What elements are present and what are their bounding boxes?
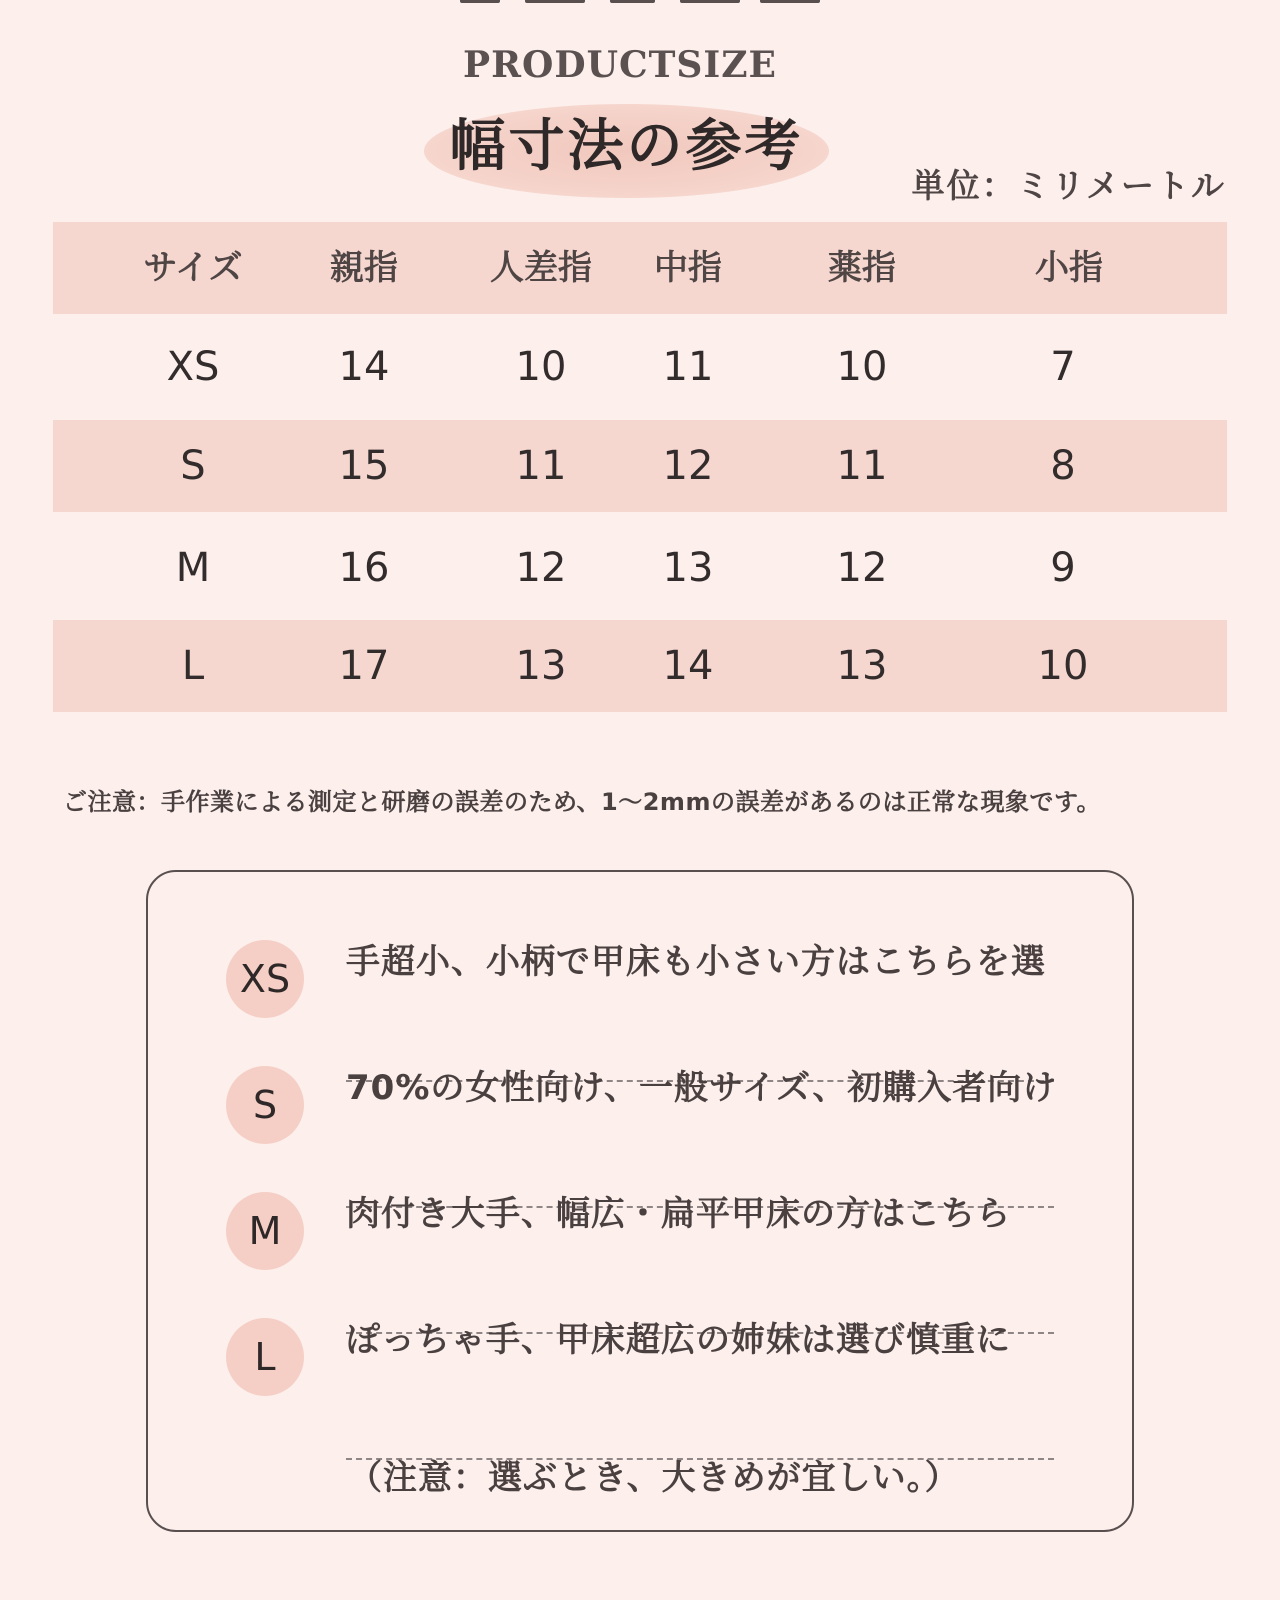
column-header-index: 人差指	[490, 248, 592, 288]
size-badge-m: M	[226, 1192, 304, 1270]
size-cell: M	[175, 545, 211, 591]
size-description-xs: 手超小、小柄で甲床も小さい方はこちらを選	[346, 942, 1046, 982]
index-cell: 13	[515, 643, 567, 689]
pinky-cell: 8	[1050, 443, 1076, 489]
size-cell: XS	[166, 344, 220, 390]
page-title: 幅寸法の参考	[449, 114, 804, 179]
column-header-middle: 中指	[654, 248, 722, 288]
cropped-top-text	[450, 0, 840, 6]
size-guide-item-s	[148, 1066, 1136, 1166]
thumb-cell: 14	[338, 344, 390, 390]
size-selection-note: （注意：選ぶとき、大きめが宜しい。）	[348, 1458, 960, 1498]
size-guide-panel	[146, 870, 1134, 1532]
index-cell: 11	[515, 443, 567, 489]
size-badge-xs: XS	[226, 940, 304, 1018]
measurement-note: ご注意：手作業による測定と研磨の誤差のため、1〜2mmの誤差があるのは正常な現象です。	[63, 788, 1102, 816]
thumb-cell: 16	[338, 545, 390, 591]
table-row	[53, 522, 1227, 614]
ring-cell: 13	[836, 643, 888, 689]
pinky-cell: 10	[1037, 643, 1089, 689]
column-header-ring: 薬指	[828, 248, 896, 288]
middle-cell: 13	[662, 545, 714, 591]
thumb-cell: 15	[338, 443, 390, 489]
middle-cell: 11	[662, 344, 714, 390]
pinky-cell: 9	[1050, 545, 1076, 591]
middle-cell: 14	[662, 643, 714, 689]
ring-cell: 10	[836, 344, 888, 390]
size-guide-item-l	[148, 1318, 1136, 1418]
table-row	[53, 620, 1227, 712]
size-badge-s: S	[226, 1066, 304, 1144]
size-guide-item-m	[148, 1192, 1136, 1292]
size-cell: S	[180, 443, 206, 489]
column-header-thumb: 親指	[330, 248, 398, 288]
product-size-title: PRODUCTSIZE	[463, 44, 777, 86]
size-description-m: 肉付き大手、幅広・扁平甲床の方はこちら	[346, 1194, 1011, 1234]
thumb-cell: 17	[338, 643, 390, 689]
size-guide-item-xs	[148, 940, 1136, 1040]
table-row	[53, 420, 1227, 512]
size-description-l: ぽっちゃ手、甲床超広の姉妹は選び慎重に	[346, 1320, 1011, 1360]
ring-cell: 12	[836, 545, 888, 591]
column-header-size: サイズ	[143, 248, 243, 288]
table-header-row	[53, 222, 1227, 314]
size-badge-l: L	[226, 1318, 304, 1396]
unit-label: 単位：ミリメートル	[911, 166, 1226, 205]
column-header-pinky: 小指	[1035, 248, 1103, 288]
middle-cell: 12	[662, 443, 714, 489]
table-row	[53, 321, 1227, 413]
ring-cell: 11	[836, 443, 888, 489]
index-cell: 12	[515, 545, 567, 591]
size-cell: L	[181, 643, 205, 689]
size-description-s: 70%の女性向け、一般サイズ、初購入者向け	[346, 1068, 1058, 1108]
pinky-cell: 7	[1050, 344, 1076, 390]
index-cell: 10	[515, 344, 567, 390]
